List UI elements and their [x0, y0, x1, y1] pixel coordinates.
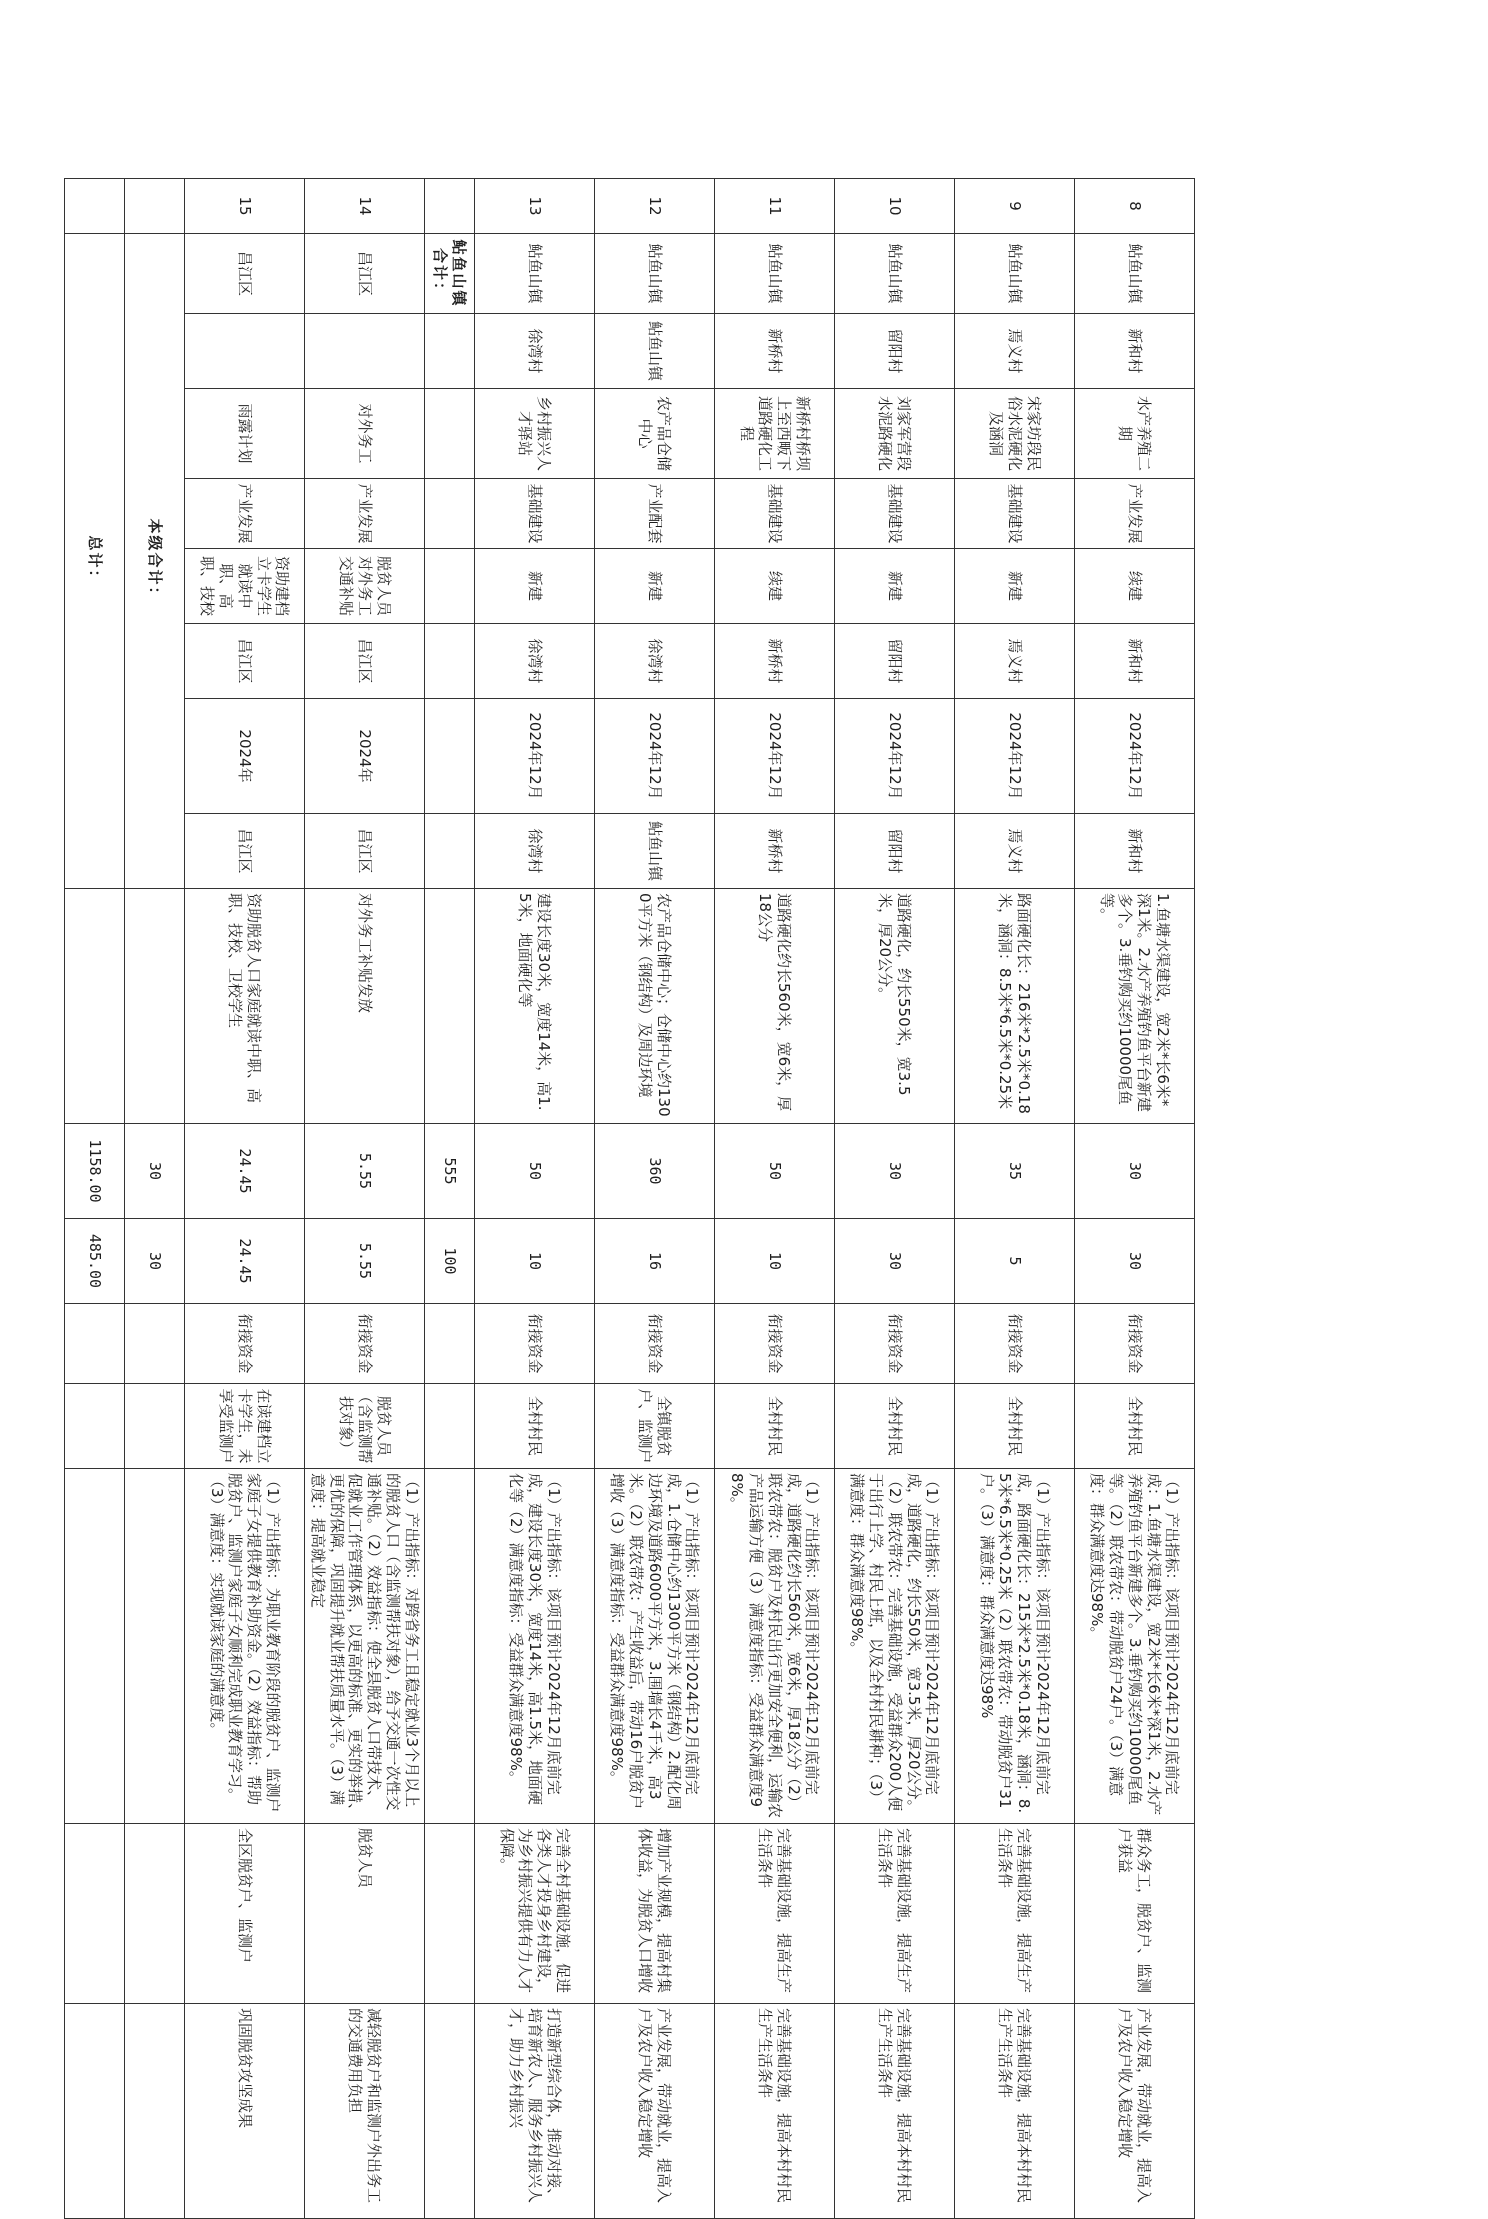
- cell-content: 农产品仓储中心；仓储中心约1300平方米（钢结构）及周边环境: [595, 889, 715, 1124]
- cell-beneficiary: 脱贫人员（含监测帮扶对象）: [305, 1384, 425, 1469]
- cell-no: 14: [305, 179, 425, 234]
- cell-location: 留阳村: [835, 624, 955, 699]
- cell-village: 徐湾村: [475, 314, 595, 389]
- cell-indicator: （1）产出指标：该项目预计2024年12月底前完成，道路硬化约长560米，宽6米，厚18公分（2）联农带农：脱贫户及村民出行更加安全便利，运输农产品运输方便（3）满意度指标：受益群众满意度98%。: [715, 1469, 835, 1824]
- cell-goal: [425, 2004, 475, 2219]
- cell-type: 脱贫人员对外务工交通补贴: [305, 549, 425, 624]
- cell-content: 道路硬化，约长550米，宽3.5米，厚20公分。: [835, 889, 955, 1124]
- cell-fund: 5: [955, 1219, 1075, 1304]
- table-cell: [125, 1384, 185, 1469]
- table-cell: [65, 1384, 125, 1469]
- cell-content: 建设长度30米，宽度14米，高1.5米，地面硬化等: [475, 889, 595, 1124]
- cell-fund-source: 衔接资金: [835, 1304, 955, 1384]
- cell-village: 鲇鱼山镇: [595, 314, 715, 389]
- cell-fund-source: 衔接资金: [185, 1304, 305, 1384]
- grand-total-total: 1158.00: [65, 1124, 125, 1219]
- cell-content: 资助脱贫人口家庭就读中职、高职、技校、卫校学生: [185, 889, 305, 1124]
- cell-village: [185, 314, 305, 389]
- cell-category: 基础建设: [835, 479, 955, 549]
- cell-location: 新和村: [1075, 624, 1195, 699]
- grand-total-fund: 485.00: [65, 1219, 125, 1304]
- table-row: [715, 179, 835, 2219]
- cell-no: 9: [955, 179, 1075, 234]
- table-cell: [125, 1824, 185, 2004]
- cell-beneficiary: 全村村民: [715, 1384, 835, 1469]
- cell-village: 新和村: [1075, 314, 1195, 389]
- cell-type: 新建: [595, 549, 715, 624]
- cell-subject: 徐湾村: [475, 814, 595, 889]
- cell-location: 徐湾村: [475, 624, 595, 699]
- cell-project: 新桥村桥坝上至西畈下道路硬化工程: [715, 389, 835, 479]
- table-row: [305, 179, 425, 2219]
- cell-fund: 30: [1075, 1219, 1195, 1304]
- cell-project: 农产品仓储中心: [595, 389, 715, 479]
- cell-indicator: （1）产出指标：该项目预计2024年12月底前完成，道路硬化，约长550米，宽3.5米，厚20公分。（2）联农带农：完善基础设施，受益群众200人便于出行上学、村民上班，以及全村村民耕种；（3）满意度：群众满意度98%。: [835, 1469, 955, 1824]
- cell-fund-source: 衔接资金: [715, 1304, 835, 1384]
- cell-goal: 完善基础设施，提高本村村民生产生活条件: [715, 2004, 835, 2219]
- cell-indicator: [425, 1469, 475, 1824]
- cell-project: 水产养殖二期: [1075, 389, 1195, 479]
- cell-total: 50: [475, 1124, 595, 1219]
- cell-project: 宋家坊段民俗水泥硬化及涵洞: [955, 389, 1075, 479]
- cell-total: 30: [1075, 1124, 1195, 1219]
- cell-subject: 新和村: [1075, 814, 1195, 889]
- cell-content: 道路硬化约长560米，宽6米，厚18公分: [715, 889, 835, 1124]
- cell-location: 焉义村: [955, 624, 1075, 699]
- subtotal-label: 本级合计：: [125, 234, 185, 889]
- cell-location: 昌江区: [305, 624, 425, 699]
- cell-mechanism: 完善基础设施，提高生产生活条件: [715, 1824, 835, 2004]
- cell-village: 新桥村: [715, 314, 835, 389]
- cell-type: 新建: [475, 549, 595, 624]
- table-row: [835, 179, 955, 2219]
- cell-goal: 完善基础设施，提高本村村民生产生活条件: [955, 2004, 1075, 2219]
- cell-village: 留阳村: [835, 314, 955, 389]
- subtotal-fund: 30: [125, 1219, 185, 1304]
- cell-total: 50: [715, 1124, 835, 1219]
- cell-beneficiary: [425, 1384, 475, 1469]
- table-row: [955, 179, 1075, 2219]
- cell-mechanism: 脱贫人员: [305, 1824, 425, 2004]
- cell-town: 鲇鱼山镇: [835, 234, 955, 314]
- cell-fund-source: [425, 1304, 475, 1384]
- cell-type: 续建: [715, 549, 835, 624]
- cell-period: 2024年12月: [595, 699, 715, 814]
- cell-town: 昌江区: [305, 234, 425, 314]
- cell-period: 2024年: [185, 699, 305, 814]
- cell-town: 鲇鱼山镇: [475, 234, 595, 314]
- cell-beneficiary: 全村村民: [475, 1384, 595, 1469]
- cell-category: [425, 479, 475, 549]
- subtotal-total: 30: [125, 1124, 185, 1219]
- cell-location: 新桥村: [715, 624, 835, 699]
- cell-subject: 留阳村: [835, 814, 955, 889]
- cell-total: 555: [425, 1124, 475, 1219]
- cell-subject: [425, 814, 475, 889]
- cell-subject: 焉义村: [955, 814, 1075, 889]
- cell-town: 鲇鱼山镇合计：: [425, 234, 475, 314]
- cell-mechanism: 完善全村基础设施，促进各类人才投身乡村建设，为乡村振兴提供有力人才保障。: [475, 1824, 595, 2004]
- cell-village: [425, 314, 475, 389]
- cell-category: 产业发展: [185, 479, 305, 549]
- table-row: [1075, 179, 1195, 2219]
- cell-goal: 巩固脱贫攻坚成果: [185, 2004, 305, 2219]
- cell-category: 基础建设: [475, 479, 595, 549]
- cell-period: 2024年12月: [1075, 699, 1195, 814]
- cell-fund: 10: [715, 1219, 835, 1304]
- cell-indicator: （1）产出指标：该项目预计2024年12月底前完成，路面硬化长：215米*2.5米*0.18米，涵洞：8.5米*6.5米*0.25米（2）联农带农：带动脱贫户31户。（3）满意度：群众满意度达98%: [955, 1469, 1075, 1824]
- cell-project: [425, 389, 475, 479]
- cell-location: 徐湾村: [595, 624, 715, 699]
- cell-no: 13: [475, 179, 595, 234]
- cell-town: 鲇鱼山镇: [595, 234, 715, 314]
- cell-total: 24.45: [185, 1124, 305, 1219]
- cell-fund: 100: [425, 1219, 475, 1304]
- cell-mechanism: 完善基础设施，提高生产生活条件: [955, 1824, 1075, 2004]
- cell-no: 11: [715, 179, 835, 234]
- cell-fund-source: 衔接资金: [595, 1304, 715, 1384]
- grand-total-row: [65, 179, 125, 2219]
- cell-category: 基础建设: [955, 479, 1075, 549]
- cell-fund: 5.55: [305, 1219, 425, 1304]
- cell-period: 2024年12月: [715, 699, 835, 814]
- cell-goal: 完善基础设施，提高本村村民生产生活条件: [835, 2004, 955, 2219]
- cell-subject: 新桥村: [715, 814, 835, 889]
- cell-period: 2024年12月: [475, 699, 595, 814]
- cell-mechanism: 群众务工，脱贫户、监测户获益: [1075, 1824, 1195, 2004]
- grand-total-label: 总计：: [65, 234, 125, 889]
- cell-period: 2024年: [305, 699, 425, 814]
- subtotal-row: [125, 179, 185, 2219]
- cell-no: 8: [1075, 179, 1195, 234]
- cell-indicator: （1）产出指标：该项目预计2024年12月底前完成，1.仓储中心约1300平方米（钢结构）2.配化周边环境及道路6000平方米，3.围墙长4千米，高3米。（2）联农带农：产生收益后，带动16户脱贫户增收（3）满意度指标：受益群众满意度98%。: [595, 1469, 715, 1824]
- cell-project: 刘家军营段水泥路硬化: [835, 389, 955, 479]
- table-cell: [125, 889, 185, 1124]
- table-cell: [125, 179, 185, 234]
- cell-town: 昌江区: [185, 234, 305, 314]
- table-row: [475, 179, 595, 2219]
- cell-no: 10: [835, 179, 955, 234]
- cell-goal: 打造新型综合体，推动对接、培育新农人、服务乡村振兴人才，助力乡村振兴: [475, 2004, 595, 2219]
- cell-fund: 30: [835, 1219, 955, 1304]
- cell-mechanism: 全区脱贫户、监测户: [185, 1824, 305, 2004]
- table-row: [185, 179, 305, 2219]
- table-cell: [65, 1469, 125, 1824]
- cell-indicator: （1）产出指标：该项目预计2024年12月底前完成：1.鱼塘水渠建设，宽2米*长6米*深1米，2.水产养殖钓鱼平台新建多个。3.垂钓购买约10000尾鱼等。（2）联农带农：带动脱贫户24户。（3）满意度：群众满意度达98%。: [1075, 1469, 1195, 1824]
- totals-body: [65, 179, 185, 2219]
- table-cell: [65, 2004, 125, 2219]
- cell-village: [305, 314, 425, 389]
- cell-fund-source: 衔接资金: [955, 1304, 1075, 1384]
- rotated-table-container: [85, 178, 1195, 2204]
- cell-indicator: （1）产出指标：该项目预计2024年12月底前完成，建设长度30米，宽度14米，高1.5米，地面硬化等（2）满意度指标：受益群众满意度98%。: [475, 1469, 595, 1824]
- cell-goal: 产业发展，带动就业，提高入户及农户收入稳定增收: [1075, 2004, 1195, 2219]
- cell-total: 30: [835, 1124, 955, 1219]
- table-cell: [125, 1469, 185, 1824]
- cell-type: 新建: [955, 549, 1075, 624]
- cell-content: 对外务工补贴发放: [305, 889, 425, 1124]
- cell-period: 2024年12月: [835, 699, 955, 814]
- cell-fund-source: 衔接资金: [305, 1304, 425, 1384]
- table-cell: [125, 1304, 185, 1384]
- cell-fund-source: 衔接资金: [1075, 1304, 1195, 1384]
- cell-no: [425, 179, 475, 234]
- table-cell: [65, 1304, 125, 1384]
- cell-location: 昌江区: [185, 624, 305, 699]
- table-cell: [65, 1824, 125, 2004]
- cell-period: 2024年12月: [955, 699, 1075, 814]
- cell-mechanism: 完善基础设施，提高生产生活条件: [835, 1824, 955, 2004]
- table-cell: [65, 179, 125, 234]
- table-cell: [65, 889, 125, 1124]
- cell-town: 鲇鱼山镇: [955, 234, 1075, 314]
- cell-indicator: （1）产出指标：对跨省务工且稳定就业3个月以上的脱贫人口（含监测帮扶对象），给予交通一次性交通补贴。（2）效益指标：使全县脱贫人口带技术、促就业工作管理体系，以更高的标准、更实的举措、更优的保障，巩固提升就业帮扶质量水平。（3）满意度：提高就业稳定: [305, 1469, 425, 1824]
- cell-mechanism: [425, 1824, 475, 2004]
- cell-no: 12: [595, 179, 715, 234]
- cell-total: 360: [595, 1124, 715, 1219]
- cell-fund: 10: [475, 1219, 595, 1304]
- cell-project: 雨露计划: [185, 389, 305, 479]
- cell-beneficiary: 全村村民: [835, 1384, 955, 1469]
- cell-content: [425, 889, 475, 1124]
- cell-period: [425, 699, 475, 814]
- table-row: [595, 179, 715, 2219]
- cell-beneficiary: 在读建档立卡学生，未享受监测户: [185, 1384, 305, 1469]
- cell-fund-source: 衔接资金: [475, 1304, 595, 1384]
- cell-no: 15: [185, 179, 305, 234]
- cell-category: 产业配套: [595, 479, 715, 549]
- cell-beneficiary: 全村村民: [1075, 1384, 1195, 1469]
- cell-mechanism: 增加产业规模，提高村集体收益，为脱贫人口增收: [595, 1824, 715, 2004]
- cell-beneficiary: 全镇脱贫户、监测户: [595, 1384, 715, 1469]
- cell-type: 资助建档立卡学生就读中职、高职、技校: [185, 549, 305, 624]
- table-body: [185, 179, 1195, 2219]
- cell-content: 1.鱼塘水渠建设，宽2米*长6米*深1米。2.水产养殖钓鱼平台新建多个。3.垂钓购买约10000尾鱼等。: [1075, 889, 1195, 1124]
- cell-category: 产业发展: [1075, 479, 1195, 549]
- cell-category: 产业发展: [305, 479, 425, 549]
- cell-fund: 24.45: [185, 1219, 305, 1304]
- cell-subject: 昌江区: [185, 814, 305, 889]
- cell-town: 鲇鱼山镇: [715, 234, 835, 314]
- town-subtotal-row: [425, 179, 475, 2219]
- cell-type: 续建: [1075, 549, 1195, 624]
- cell-project: 对外务工: [305, 389, 425, 479]
- cell-town: 鲇鱼山镇: [1075, 234, 1195, 314]
- cell-category: 基础建设: [715, 479, 835, 549]
- cell-fund: 16: [595, 1219, 715, 1304]
- cell-project: 乡村振兴人才驿站: [475, 389, 595, 479]
- cell-beneficiary: 全村村民: [955, 1384, 1075, 1469]
- cell-total: 5.55: [305, 1124, 425, 1219]
- cell-goal: 减轻脱贫户和监测户外出务工的交通费用负担: [305, 2004, 425, 2219]
- cell-subject: 鲇鱼山镇: [595, 814, 715, 889]
- cell-village: 焉义村: [955, 314, 1075, 389]
- table-cell: [125, 2004, 185, 2219]
- cell-indicator: （1）产出指标：为职业教育阶段的脱贫户、监测户家庭子女提供教育补助资金。（2）效益指标：帮助脱贫户、监测户家庭子女顺利完成职业教育学习。（3）满意度：实现就读家庭的满意度。: [185, 1469, 305, 1824]
- cell-type: [425, 549, 475, 624]
- cell-type: 新建: [835, 549, 955, 624]
- cell-total: 35: [955, 1124, 1075, 1219]
- cell-goal: 产业发展，带动就业，提高入户及农户收入稳定增收: [595, 2004, 715, 2219]
- cell-subject: 昌江区: [305, 814, 425, 889]
- cell-content: 路面硬化长：216米*2.5米*0.18米，涵洞：8.5米*6.5米*0.25米: [955, 889, 1075, 1124]
- cell-location: [425, 624, 475, 699]
- project-table: [64, 178, 1195, 2219]
